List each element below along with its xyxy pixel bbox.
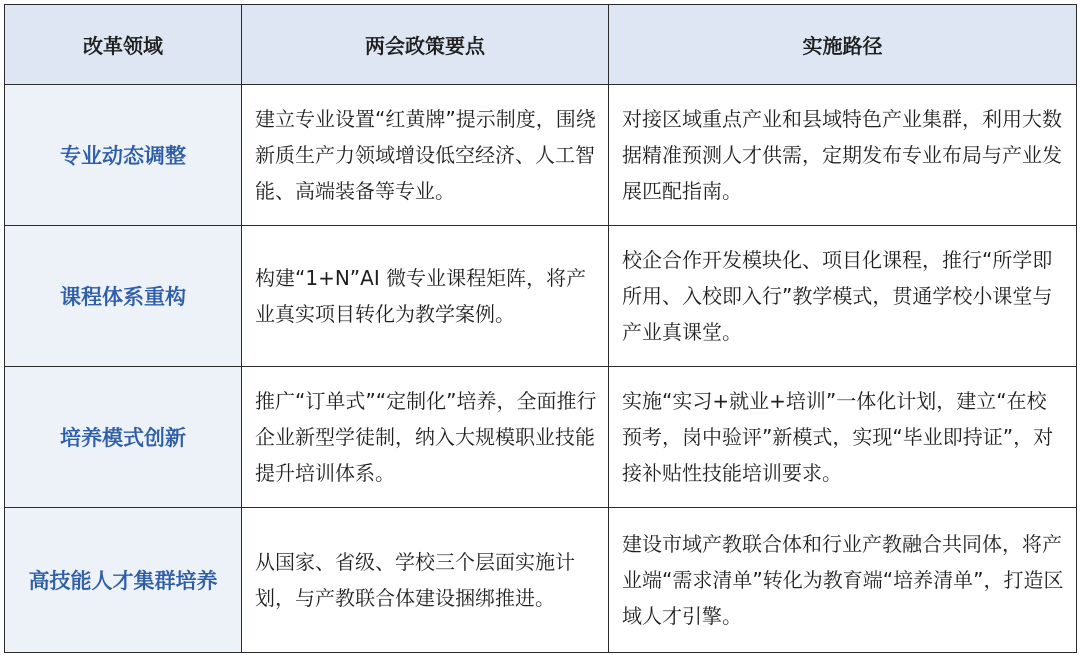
policy-table [4,4,1077,653]
table-header-row [5,5,1077,85]
table-row [5,508,1077,653]
header-area: 改革领域 [5,5,242,85]
policy-cell: 推广“订单式”“定制化”培养，全面推行企业新型学徒制，纳入大规模职业技能提升培训体系。 [242,367,609,508]
table-row [5,226,1077,367]
path-cell: 实施“实习+就业+培训”一体化计划，建立“在校预考，岗中验评”新模式，实现“毕业即持证”，对接补贴性技能培训要求。 [609,367,1077,508]
policy-cell: 建立专业设置“红黄牌”提示制度，围绕新质生产力领域增设低空经济、人工智能、高端装备等专业。 [242,85,609,226]
header-policy: 两会政策要点 [242,5,609,85]
policy-cell: 构建“1+N”AI 微专业课程矩阵，将产业真实项目转化为教学案例。 [242,226,609,367]
path-cell: 对接区域重点产业和县域特色产业集群，利用大数据精准预测人才供需，定期发布专业布局与产业发展匹配指南。 [609,85,1077,226]
policy-cell: 从国家、省级、学校三个层面实施计划，与产教联合体建设捆绑推进。 [242,508,609,653]
path-cell: 建设市域产教联合体和行业产教融合共同体，将产业端“需求清单”转化为教育端“培养清单”，打造区域人才引擎。 [609,508,1077,653]
header-path: 实施路径 [609,5,1077,85]
area-cell: 培养模式创新 [5,367,242,508]
table-row [5,367,1077,508]
area-cell: 专业动态调整 [5,85,242,226]
area-cell: 高技能人才集群培养 [5,508,242,653]
path-cell: 校企合作开发模块化、项目化课程，推行“所学即所用、入校即入行”教学模式，贯通学校小课堂与产业真课堂。 [609,226,1077,367]
table-row [5,85,1077,226]
area-cell: 课程体系重构 [5,226,242,367]
